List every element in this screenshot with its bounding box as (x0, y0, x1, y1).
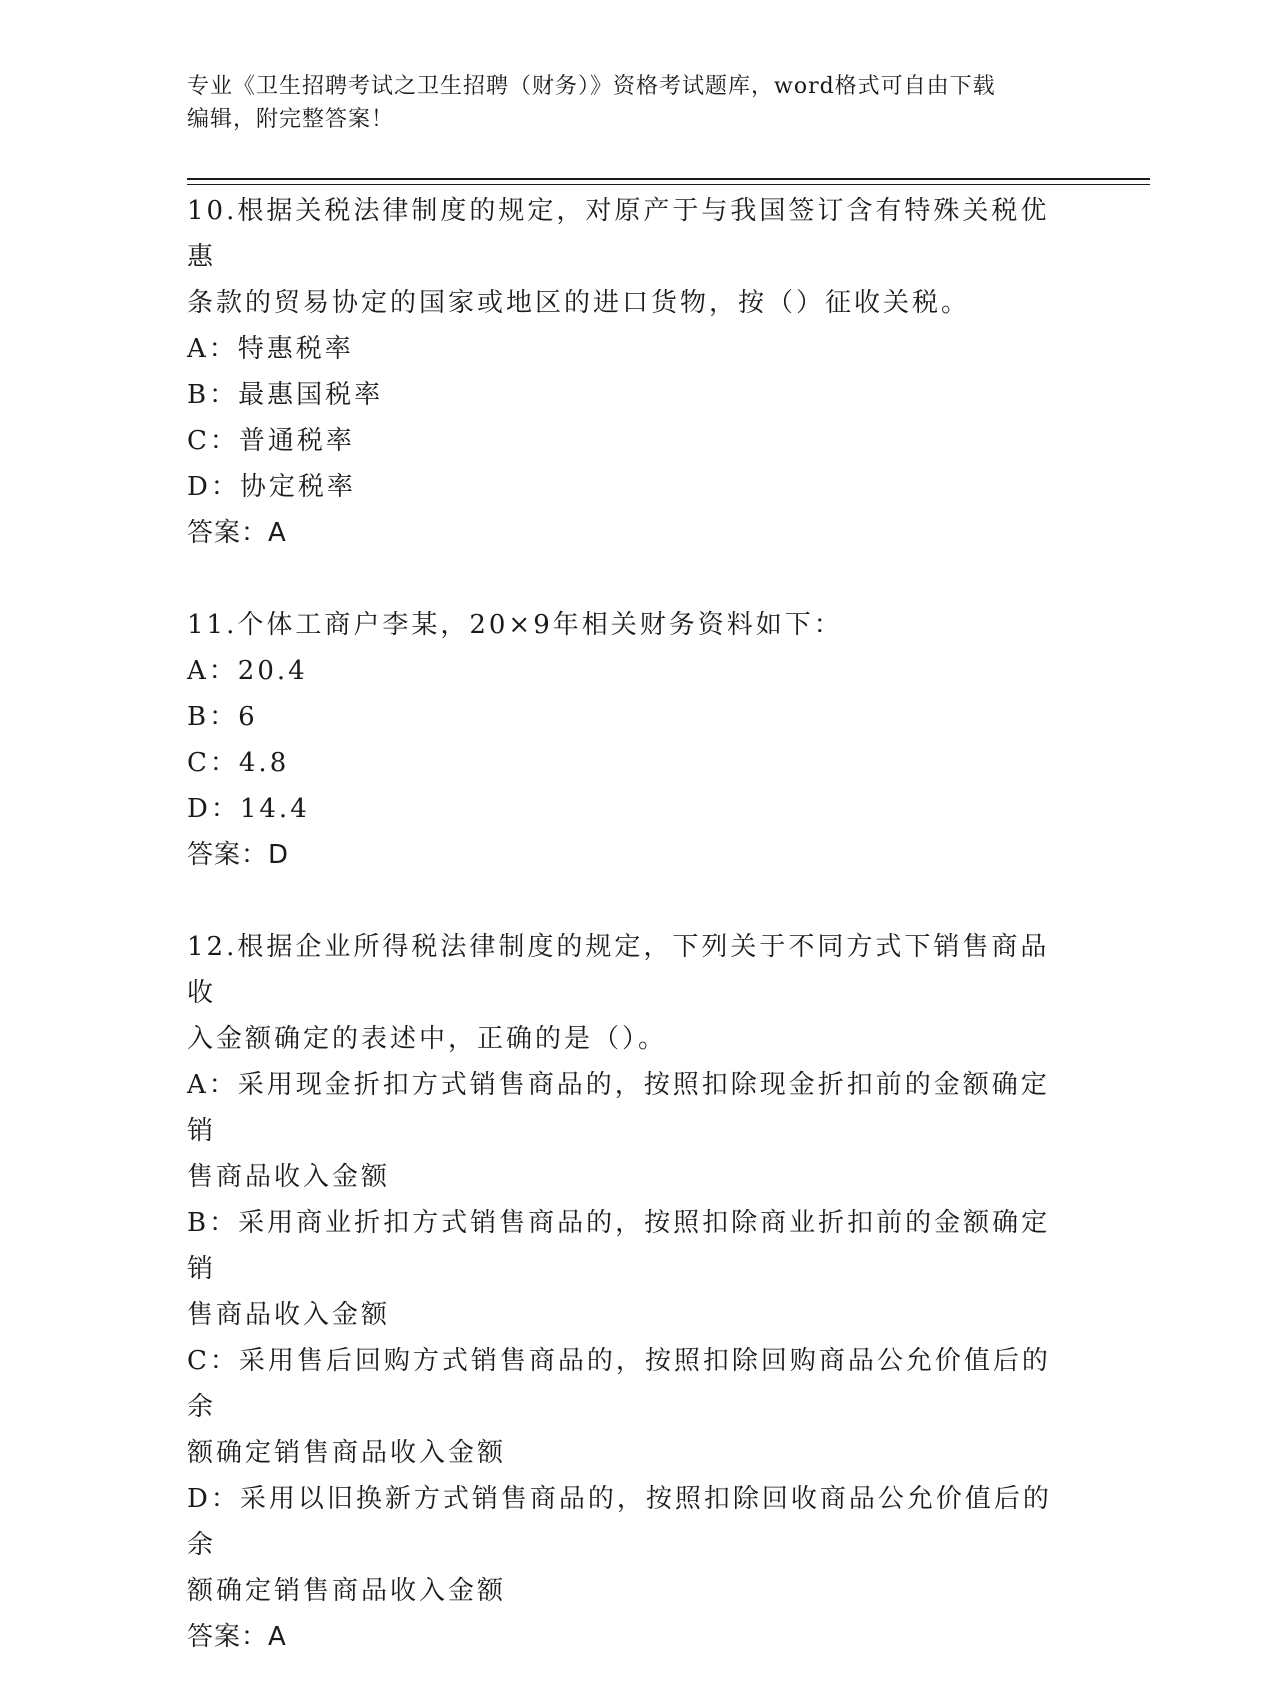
answer: 答案：D (187, 840, 290, 870)
option-d-line-1: D：采用以旧换新方式销售商品的，按照扣除回收商品公允价值后的余 (187, 1484, 1052, 1560)
answer: 答案：A (187, 1622, 287, 1652)
question-text-line: 10.根据关税法律制度的规定，对原产于与我国签订含有特殊关税优惠 (187, 196, 1050, 272)
header-divider-thin (187, 184, 1150, 185)
option-c: C：4.8 (187, 748, 290, 778)
question-11 (187, 602, 1067, 878)
option-d-line-2: 额确定销售商品收入金额 (187, 1576, 507, 1606)
option-b: B：6 (187, 702, 258, 732)
header-line-2: 编辑，附完整答案！ (187, 107, 395, 132)
header-line-1: 专业《卫生招聘考试之卫生招聘（财务）》资格考试题库，word格式可自由下载 (187, 74, 996, 99)
question-list (187, 188, 1067, 1706)
question-12 (187, 924, 1067, 1660)
option-d (187, 1476, 1067, 1614)
option-a: A：特惠税率 (187, 334, 354, 364)
option-c-line-2: 额确定销售商品收入金额 (187, 1438, 507, 1468)
option-b (187, 1200, 1067, 1338)
option-b-line-1: B：采用商业折扣方式销售商品的，按照扣除商业折扣前的金额确定销 (187, 1208, 1051, 1284)
option-a-line-1: A：采用现金折扣方式销售商品的，按照扣除现金折扣前的金额确定销 (187, 1070, 1050, 1146)
option-d: D：14.4 (187, 794, 310, 824)
option-a: A：20.4 (187, 656, 308, 686)
question-10 (187, 188, 1067, 556)
question-text-line: 11.个体工商户李某，20×9年相关财务资料如下： (187, 610, 843, 640)
question-text-line: 12.根据企业所得税法律制度的规定，下列关于不同方式下销售商品收 (187, 932, 1050, 1008)
option-c-line-1: C：采用售后回购方式销售商品的，按照扣除回购商品公允价值后的余 (187, 1346, 1051, 1422)
option-d: D：协定税率 (187, 472, 356, 502)
option-a-line-2: 售商品收入金额 (187, 1162, 391, 1192)
option-b-line-2: 售商品收入金额 (187, 1300, 391, 1330)
header-divider-thick (187, 178, 1150, 180)
option-b: B：最惠国税率 (187, 380, 384, 410)
option-c (187, 1338, 1067, 1476)
question-text-line: 入金额确定的表述中，正确的是（）。 (187, 1024, 668, 1054)
document-header (187, 70, 1067, 136)
option-a (187, 1062, 1067, 1200)
option-c: C：普通税率 (187, 426, 355, 456)
answer: 答案：A (187, 518, 287, 548)
question-text-line: 条款的贸易协定的国家或地区的进口货物，按（）征收关税。 (187, 288, 971, 318)
